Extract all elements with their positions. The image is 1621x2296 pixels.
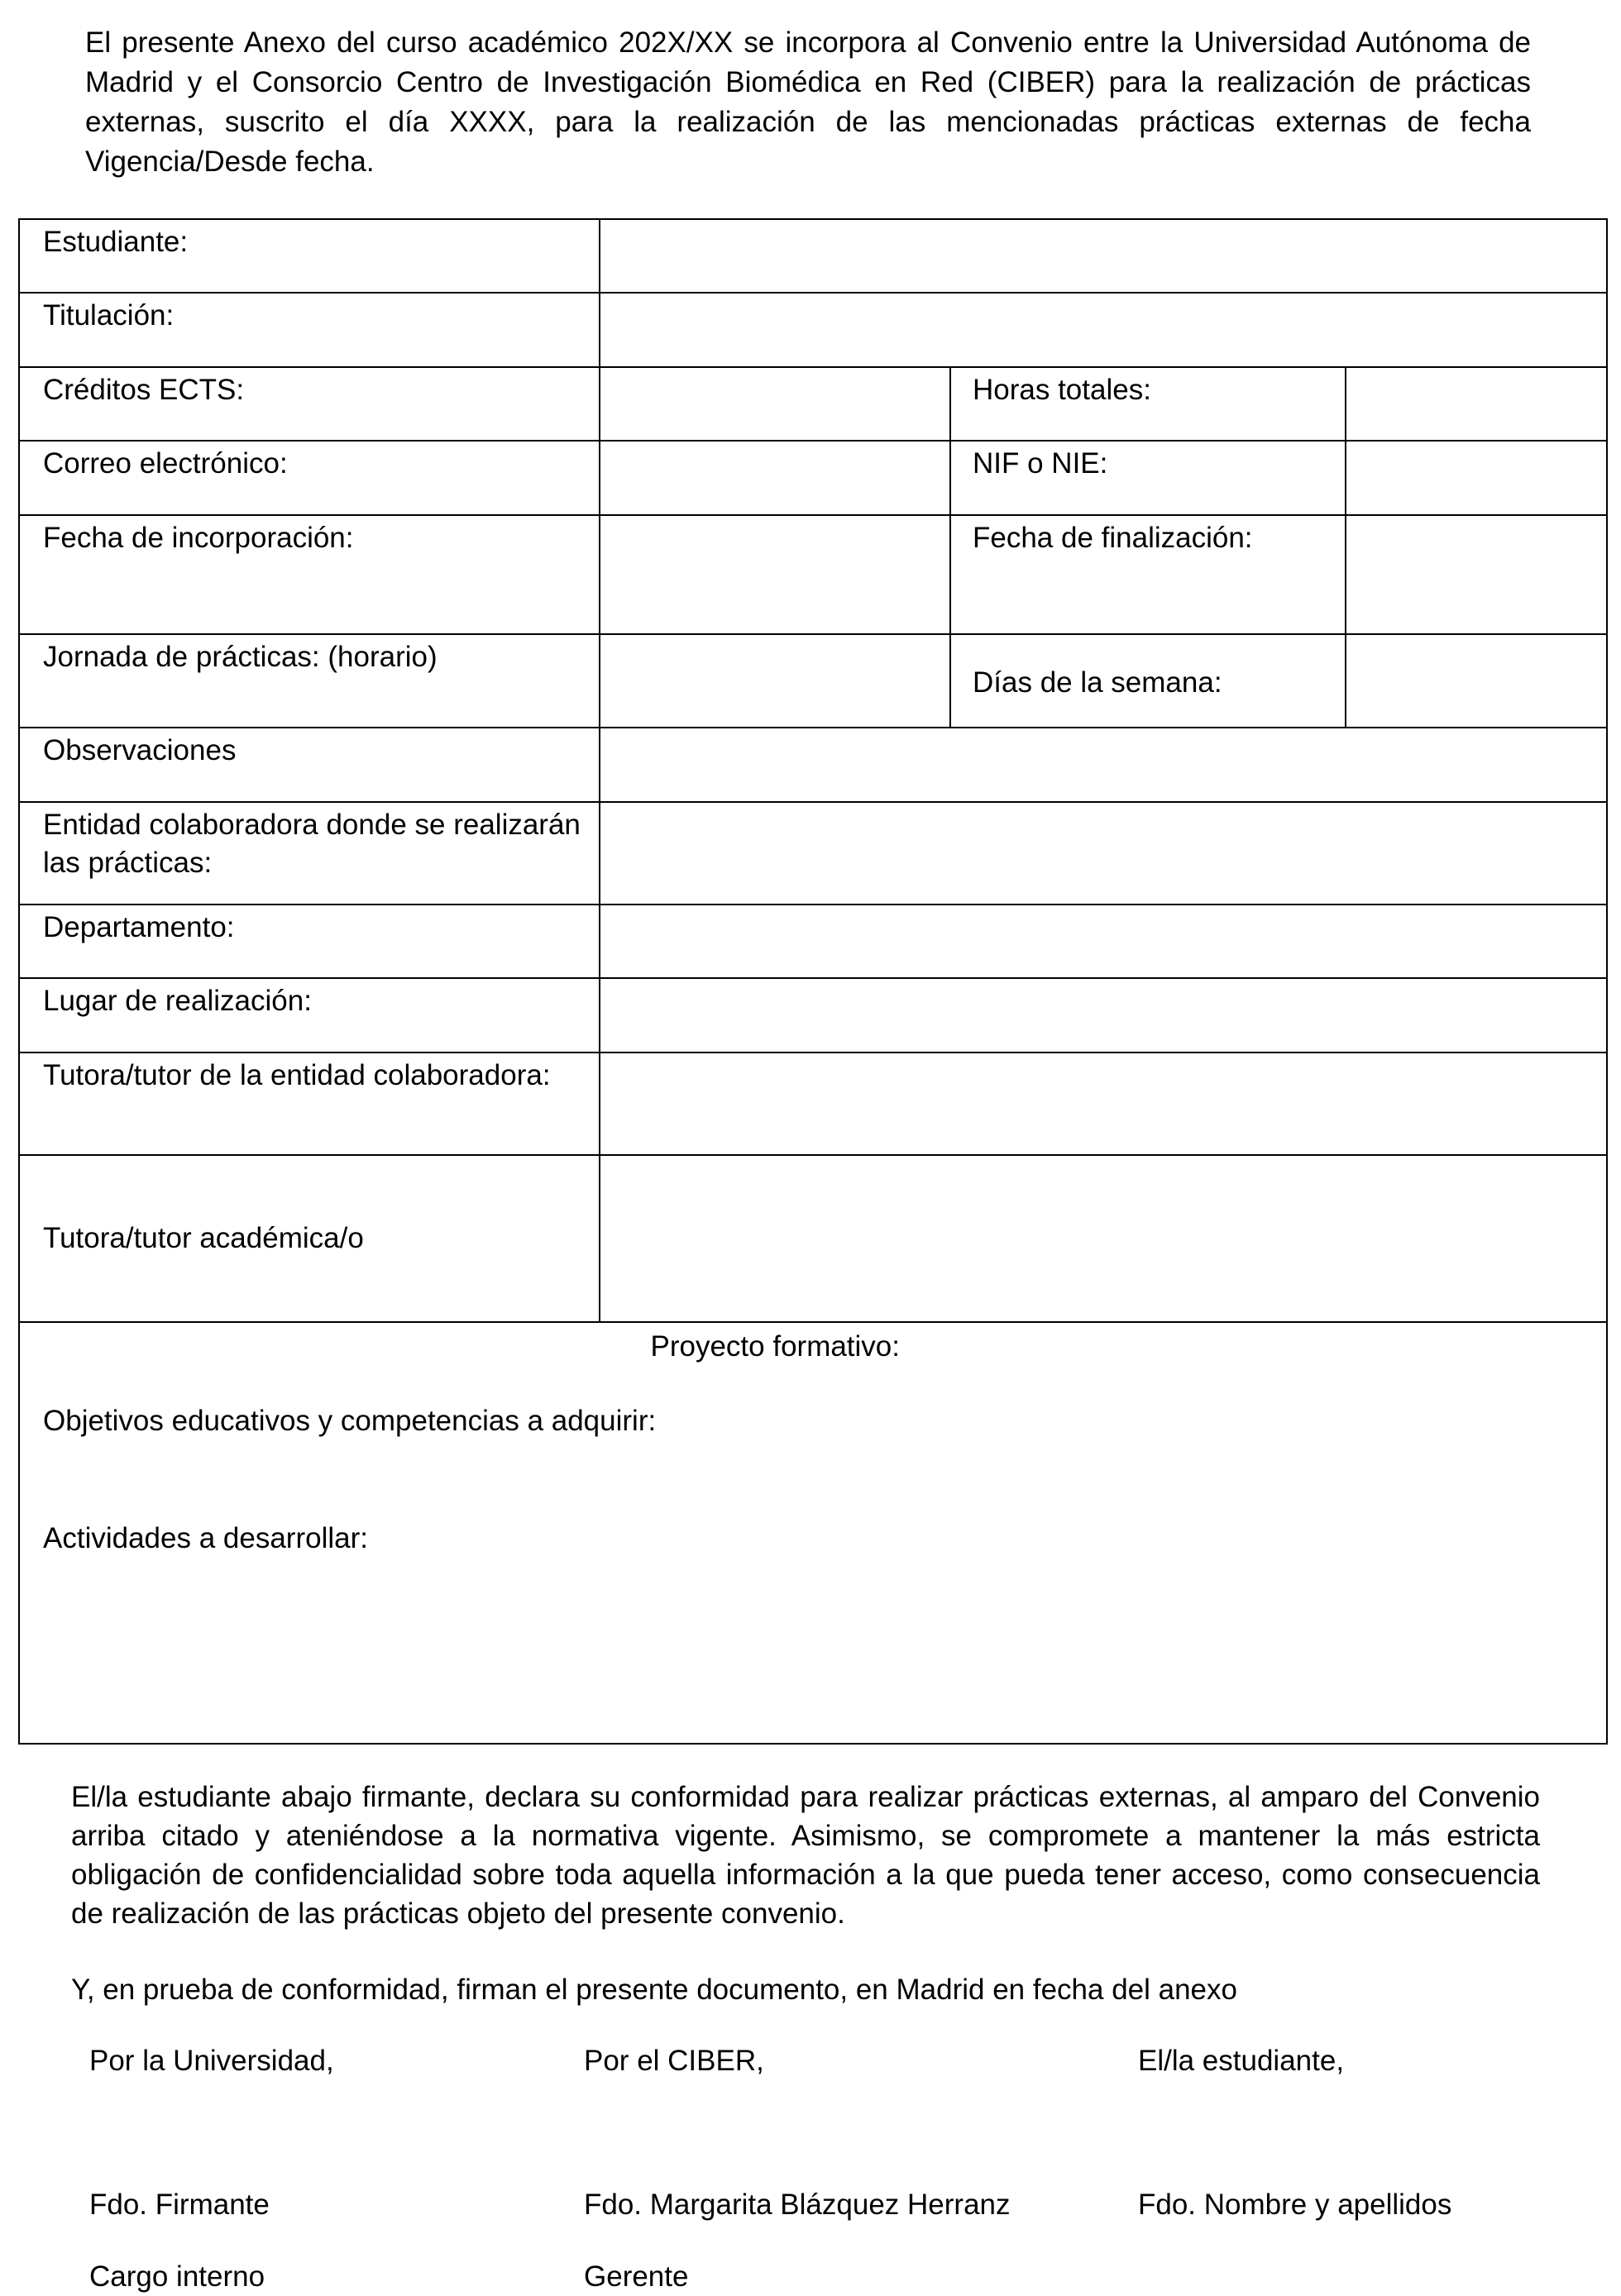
signer-ciber-heading: Por el CIBER, — [584, 2045, 764, 2077]
label-dias: Días de la semana: — [950, 634, 1346, 728]
label-titulacion: Titulación: — [19, 293, 600, 367]
field-tutor-academico[interactable] — [600, 1155, 1607, 1322]
label-correo: Correo electrónico: — [19, 441, 600, 515]
label-entidad: Entidad colaboradora donde se realizarán las prácticas: — [19, 802, 600, 905]
field-horas[interactable] — [1346, 367, 1607, 441]
field-estudiante[interactable] — [600, 219, 1607, 293]
label-fecha-finalizacion: Fecha de finalización: — [950, 515, 1346, 634]
signer-universidad-heading: Por la Universidad, — [89, 2045, 334, 2077]
field-nif[interactable] — [1346, 441, 1607, 515]
field-fecha-incorporacion[interactable] — [600, 515, 950, 634]
proyecto-formativo-title: Proyecto formativo: — [650, 1330, 900, 1363]
label-lugar: Lugar de realización: — [19, 978, 600, 1053]
field-correo[interactable] — [600, 441, 950, 515]
field-titulacion[interactable] — [600, 293, 1607, 367]
declaration-paragraph: El/la estudiante abajo firmante, declara su conformidad para realizar prácticas externas, al amparo del Convenio arriba citado y ateniéndose a la normativa vigente. Asimismo, se compromete a mantener la más estricta obligación de confidencialidad sobre toda aquella información a la que pueda tener acceso, como consecuencia de realización de las prácticas objeto del presente convenio. — [71, 1781, 1540, 1930]
label-jornada: Jornada de prácticas: (horario) — [19, 634, 600, 728]
proyecto-formativo-cell[interactable] — [19, 1322, 1607, 1744]
signer-estudiante-name: Fdo. Nombre y apellidos — [1138, 2189, 1452, 2221]
field-creditos[interactable] — [600, 367, 950, 441]
field-departamento[interactable] — [600, 905, 1607, 978]
field-entidad[interactable] — [600, 802, 1607, 905]
signer-ciber-name: Fdo. Margarita Blázquez Herranz — [584, 2189, 1011, 2221]
student-data-table — [18, 218, 1608, 1745]
field-observaciones[interactable] — [600, 728, 1607, 802]
label-nif: NIF o NIE: — [950, 441, 1346, 515]
label-departamento: Departamento: — [19, 905, 600, 978]
label-tutor-academico: Tutora/tutor académica/o — [19, 1155, 600, 1322]
field-jornada[interactable] — [600, 634, 950, 728]
objetivos-label: Objetivos educativos y competencias a adquirir: — [43, 1405, 657, 1437]
label-observaciones: Observaciones — [19, 728, 600, 802]
field-tutor-entidad[interactable] — [600, 1053, 1607, 1155]
signer-universidad-name: Fdo. Firmante — [89, 2189, 270, 2221]
signer-ciber-role: Gerente — [584, 2260, 689, 2293]
field-dias[interactable] — [1346, 634, 1607, 728]
label-creditos: Créditos ECTS: — [19, 367, 600, 441]
label-horas: Horas totales: — [950, 367, 1346, 441]
label-estudiante: Estudiante: — [19, 219, 600, 293]
actividades-label: Actividades a desarrollar: — [43, 1522, 368, 1554]
intro-paragraph: El presente Anexo del curso académico 202X/XX se incorpora al Convenio entre la Universidad Autónoma de Madrid y el Consorcio Centro de Investigación Biomédica en Red (CIBER) para la realización de prácticas externas, suscrito el día XXXX, para la realización de las mencionadas prácticas externas de fecha Vigencia/Desde fecha. — [85, 26, 1531, 178]
label-fecha-incorporacion: Fecha de incorporación: — [19, 515, 600, 634]
conformity-line: Y, en prueba de conformidad, firman el presente documento, en Madrid en fecha del anexo — [71, 1974, 1237, 2006]
signer-estudiante-heading: El/la estudiante, — [1138, 2045, 1345, 2077]
field-lugar[interactable] — [600, 978, 1607, 1053]
label-tutor-entidad: Tutora/tutor de la entidad colaboradora: — [19, 1053, 600, 1155]
field-fecha-finalizacion[interactable] — [1346, 515, 1607, 634]
signer-universidad-role: Cargo interno — [89, 2260, 265, 2293]
